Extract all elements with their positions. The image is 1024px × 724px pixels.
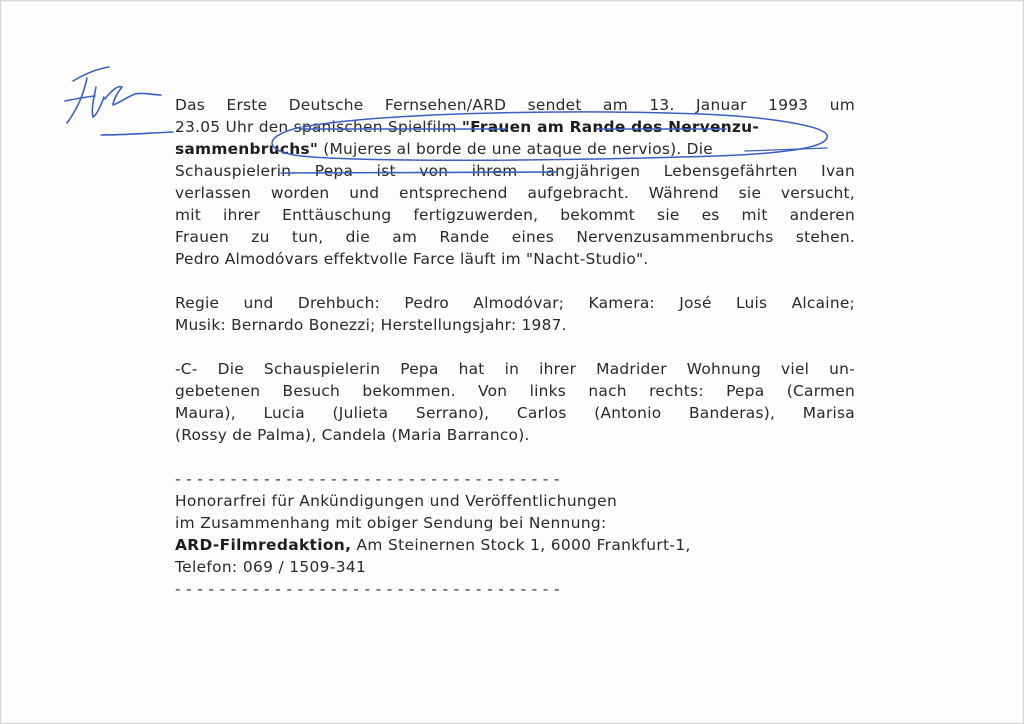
synopsis-line: Schauspielerin Pepa ist von ihrem langjährigen Lebensgefährten Ivan bbox=[175, 162, 855, 180]
synopsis-line: Das Erste Deutsche Fernsehen/ARD sendet am 13. Januar 1993 um bbox=[175, 96, 855, 114]
sender-address: Am Steinernen Stock 1, 6000 Frankfurt-1, bbox=[351, 536, 691, 554]
footer-line: im Zusammenhang mit obiger Sendung bei Nennung: bbox=[175, 514, 607, 532]
separator-top: - - - - - - - - - - - - - - - - - - - - - - - - - - - - - - - - - - - bbox=[175, 470, 560, 488]
synopsis-line: Pedro Almodóvars effektvolle Farce läuft im "Nacht-Studio". bbox=[175, 250, 649, 268]
film-title-german-end: sammenbruchs" bbox=[175, 140, 319, 158]
caption-paragraph bbox=[175, 358, 855, 446]
synopsis-line: verlassen worden und entsprechend aufgebracht. Während sie versucht, bbox=[175, 184, 855, 202]
synopsis-line-title bbox=[175, 116, 855, 138]
footer-line: Honorarfrei für Ankündigungen und Veröffentlichungen bbox=[175, 492, 618, 510]
credits-paragraph bbox=[175, 292, 855, 336]
synopsis-text: (Mujeres al borde de une ataque de nervios). Die bbox=[318, 140, 714, 158]
separator-bottom: - - - - - - - - - - - - - - - - - - - - - - - - - - - - - - - - - - - bbox=[175, 580, 560, 598]
footer-address bbox=[175, 534, 855, 556]
sender-name: ARD-Filmredaktion, bbox=[175, 536, 352, 554]
footer-notice bbox=[175, 468, 855, 600]
synopsis-line-title-end bbox=[175, 138, 855, 160]
handwritten-initials-signature bbox=[65, 67, 173, 135]
credits-line: Regie und Drehbuch: Pedro Almodóvar; Kamera: José Luis Alcaine; bbox=[175, 294, 855, 312]
caption-line: Maura), Lucia (Julieta Serrano), Carlos (Antonio Banderas), Marisa bbox=[175, 404, 855, 422]
film-title-german: "Frauen am Rande des Nervenzu- bbox=[461, 118, 759, 136]
synopsis-paragraph bbox=[175, 94, 855, 270]
caption-line: -C- Die Schauspielerin Pepa hat in ihrer Madrider Wohnung viel un- bbox=[175, 360, 855, 378]
caption-line: (Rossy de Palma), Candela (Maria Barranco). bbox=[175, 426, 530, 444]
synopsis-line: Frauen zu tun, die am Rande eines Nervenzusammenbruchs stehen. bbox=[175, 228, 855, 246]
credits-line: Musik: Bernardo Bonezzi; Herstellungsjahr: 1987. bbox=[175, 316, 567, 334]
synopsis-text: 23.05 Uhr den spanischen Spielfilm bbox=[175, 118, 462, 136]
caption-line: gebetenen Besuch bekommen. Von links nach rechts: Pepa (Carmen bbox=[175, 382, 855, 400]
footer-phone: Telefon: 069 / 1509-341 bbox=[175, 558, 367, 576]
synopsis-line: mit ihrer Enttäuschung fertigzuwerden, bekommt sie es mit anderen bbox=[175, 206, 855, 224]
press-text bbox=[175, 94, 855, 600]
